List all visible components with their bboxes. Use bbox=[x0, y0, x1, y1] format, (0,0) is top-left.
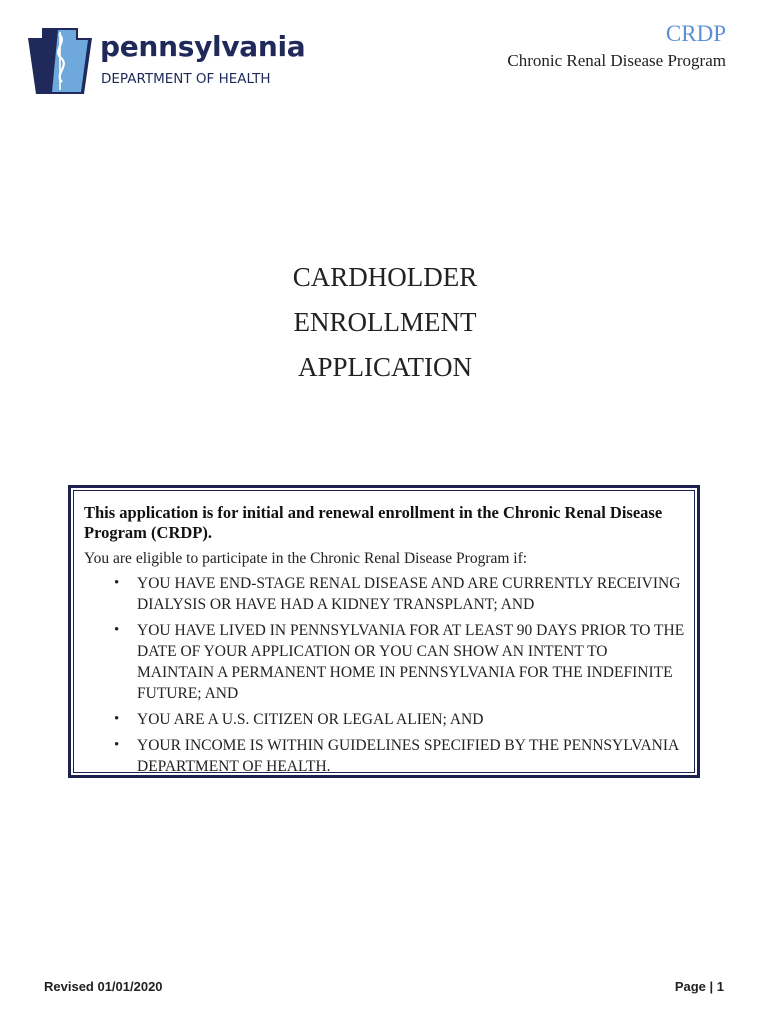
criterion-text: YOU HAVE LIVED IN PENNSYLVANIA FOR AT LEAST 90 DAYS PRIOR TO THE DATE OF YOUR APPLICATION OR YOU CAN SHOW AN INTENT TO MAINTAIN A PERMANENT HOME IN PENNSYLVANIA FOR THE INDEFINITE FUTURE; AND bbox=[137, 622, 685, 702]
program-name: Chronic Renal Disease Program bbox=[507, 51, 726, 70]
criterion-text: YOU ARE A U.S. CITIZEN OR LEGAL ALIEN; AND bbox=[137, 711, 484, 728]
eligibility-heading: This application is for initial and renewal enrollment in the Chronic Renal Disease Program (CRDP). bbox=[84, 503, 663, 542]
document-title bbox=[0, 255, 770, 390]
program-acronym: CRDP bbox=[665, 21, 726, 46]
list-item bbox=[84, 709, 686, 730]
eligibility-criteria-list bbox=[84, 573, 686, 777]
list-item bbox=[84, 735, 686, 777]
criterion-text: YOUR INCOME IS WITHIN GUIDELINES SPECIFIED BY THE PENNSYLVANIA DEPARTMENT OF HEALTH. bbox=[137, 737, 679, 775]
bullet-icon: • bbox=[114, 622, 120, 638]
keystone-logo-icon bbox=[28, 28, 92, 96]
bullet-icon: • bbox=[114, 575, 120, 591]
logo-department: DEPARTMENT OF HEALTH bbox=[101, 71, 271, 87]
bullet-icon: • bbox=[114, 737, 120, 753]
page-number: Page | 1 bbox=[674, 979, 724, 994]
eligibility-intro: You are eligible to participate in the Chronic Renal Disease Program if: bbox=[84, 550, 528, 567]
eligibility-box bbox=[68, 485, 700, 778]
revision-date: Revised 01/01/2020 bbox=[44, 979, 163, 994]
logo-wordmark: pennsylvania bbox=[100, 30, 306, 63]
criterion-text: YOU HAVE END-STAGE RENAL DISEASE AND ARE CURRENTLY RECEIVING DIALYSIS OR HAVE HAD A KIDNEY TRANSPLANT; AND bbox=[137, 575, 681, 613]
eligibility-box-inner bbox=[73, 490, 695, 773]
title-line-2: ENROLLMENT bbox=[293, 307, 477, 337]
list-item bbox=[84, 620, 686, 704]
title-line-1: CARDHOLDER bbox=[292, 262, 478, 292]
list-item bbox=[84, 573, 686, 615]
title-line-3: APPLICATION bbox=[297, 352, 472, 382]
pa-health-logo bbox=[28, 28, 306, 96]
bullet-icon: • bbox=[114, 711, 120, 727]
